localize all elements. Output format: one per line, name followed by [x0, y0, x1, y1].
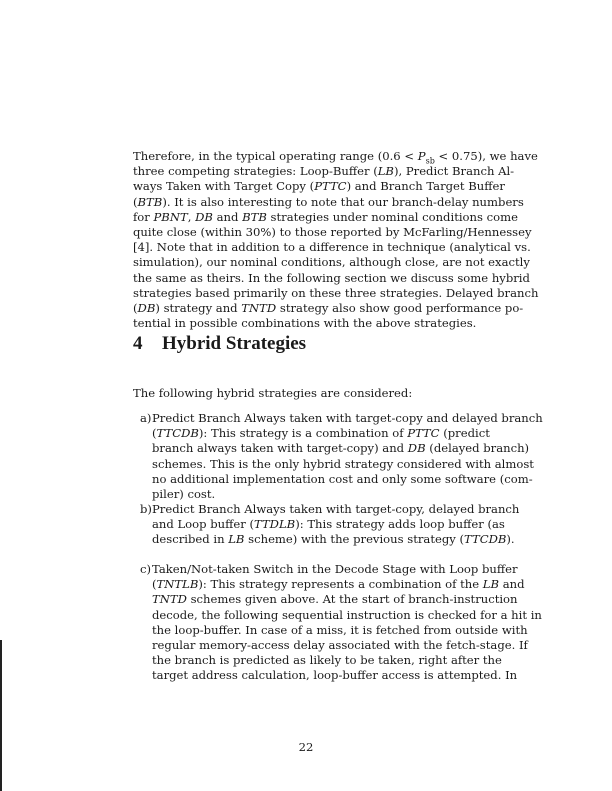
text-line: quite close (within 30%) to those reported by McFarling/Hennessey — [133, 224, 532, 239]
text-line: the branch is predicted as likely to be taken, right after the — [152, 653, 502, 668]
text-line: the loop-buffer. In case of a miss, it is fetched from outside with — [152, 622, 528, 637]
italic-term: P — [417, 149, 426, 163]
section-heading — [133, 333, 306, 355]
italic-term: TTCDB — [156, 426, 199, 441]
italic-term: PTTC — [407, 426, 440, 441]
page-number: 22 — [298, 740, 314, 754]
text-line: [4]. Note that in addition to a difference in technique (analytical vs. — [133, 240, 531, 255]
text-line: and Loop buffer (TTDLB): This strategy adds loop buffer (as — [152, 517, 505, 532]
text-line: the same as theirs. In the following section we discuss some hybrid — [133, 270, 530, 285]
list-label: b) — [140, 502, 152, 516]
italic-term: TTDLB — [254, 517, 296, 532]
text-line: strategies based primarily on these three strategies. Delayed branch — [133, 285, 539, 300]
text-line: target address calculation, loop-buffer access is attempted. In — [152, 668, 518, 683]
text-line: Therefore, in the typical operating range $(0.6 < P_{sb} < 0.75)$, we have — [133, 149, 538, 166]
text-line: simulation), our nominal conditions, although close, are not exactly — [133, 255, 530, 270]
list-item-a — [133, 411, 543, 502]
text-line: branch always taken with target-copy) and DB (delayed branch) — [152, 441, 530, 456]
text-line: Predict Branch Always taken with target-copy and delayed branch — [152, 411, 543, 425]
text-line: (TNTLB): This strategy represents a combination of the LB and — [152, 577, 525, 592]
text-line: Predict Branch Always taken with target-copy, delayed branch — [152, 502, 520, 516]
italic-term: DB — [137, 300, 156, 315]
italic-term: LB — [482, 577, 500, 592]
text-line: no additional implementation cost and only some software (com- — [152, 471, 533, 486]
text-line: Taken/Not-taken Switch in the Decode Stage with Loop buffer — [152, 562, 518, 576]
italic-term: PTTC — [314, 179, 347, 194]
section-number: 4 — [133, 333, 143, 354]
text-line: piler) cost. — [152, 486, 216, 501]
list-item-text — [152, 502, 520, 548]
scan-edge — [0, 640, 2, 791]
italic-term: DB — [407, 441, 426, 456]
italic-term: PBNT — [153, 209, 188, 224]
italic-term: BTB — [242, 209, 267, 224]
text-line: TNTD schemes given above. At the start of branch-instruction — [152, 592, 518, 607]
list-item-text — [152, 411, 543, 502]
text-line: described in LB scheme) with the previous strategy (TTCDB). — [152, 532, 515, 547]
text-line: tential in possible combinations with the above strategies. — [133, 316, 477, 331]
italic-term: LB — [377, 164, 394, 179]
italic-term: LB — [228, 532, 245, 547]
text-line: decode, the following sequential instruction is checked for a hit in — [152, 607, 542, 622]
list-label: a) — [140, 411, 152, 425]
text-line: ways Taken with Target Copy (PTTC) and Branch Target Buffer — [133, 179, 505, 194]
text-line: three competing strategies: Loop-Buffer (LB), Predict Branch Al- — [133, 164, 515, 179]
text-line: (DB) strategy and TNTD strategy also show good performance po- — [133, 300, 524, 315]
list-item-text — [152, 562, 542, 684]
intro-paragraph — [133, 386, 486, 401]
text-line: regular memory-access delay associated with the fetch-stage. If — [152, 637, 528, 652]
text-line: (TTCDB): This strategy is a combination of PTTC (predict — [152, 426, 490, 441]
text-line: (BTB). It is also interesting to note that our branch-delay numbers — [133, 194, 524, 209]
paragraph-operating-range — [133, 149, 539, 331]
italic-term: TNTD — [152, 592, 187, 607]
italic-term: DB — [195, 209, 213, 224]
text-line: for PBNT, DB and BTB strategies under nominal conditions come — [133, 209, 518, 224]
section-title: Hybrid Strategies — [162, 333, 307, 354]
text-line: schemes. This is the only hybrid strategy considered with almost — [152, 456, 534, 471]
list-label: c) — [140, 562, 152, 576]
list-item-c — [133, 562, 542, 684]
list-item-b — [133, 502, 520, 548]
text-line: The following hybrid strategies are considered: — [133, 386, 413, 400]
italic-term: BTB — [137, 194, 163, 209]
italic-term: TTCDB — [464, 532, 507, 547]
subscript: sb — [425, 156, 435, 166]
italic-term: TNTD — [241, 300, 277, 315]
italic-term: TNTLB — [156, 577, 199, 592]
